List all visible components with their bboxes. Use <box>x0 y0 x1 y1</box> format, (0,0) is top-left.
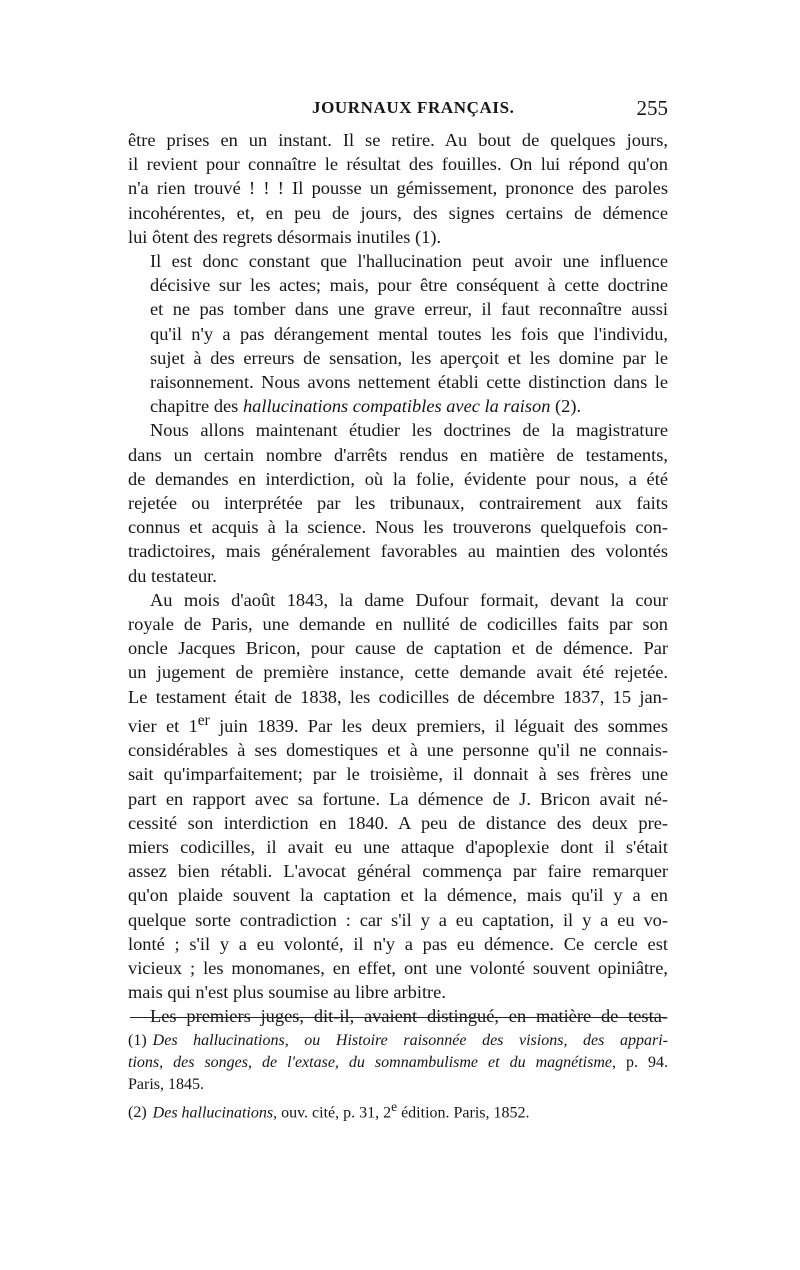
page-number: 255 <box>636 96 668 120</box>
footnote-line <box>128 1096 668 1124</box>
text-line: incohérentes, et, en peu de jours, des signes certains de démence <box>128 202 668 223</box>
text-line: part en rapport avec sa fortune. La démence de J. Bricon avait né- <box>128 788 668 809</box>
footnote-marker: (2) <box>128 1104 147 1122</box>
text-line: miers codicilles, il avait eu une attaque d'apoplexie dont il s'était <box>128 837 668 858</box>
page-header <box>128 96 668 126</box>
text-line: lui ôtent des regrets désormais inutiles (1). <box>128 226 442 247</box>
text-fragment: édition. Paris, 1852. <box>397 1104 530 1122</box>
text-line: tradictoires, mais généralement favorables au maintien des volontés <box>128 541 668 562</box>
text-line: il revient pour connaître le résultat des fouilles. On lui répond qu'on <box>128 154 668 175</box>
footnote-2 <box>128 1096 668 1124</box>
text-line: qu'il n'y a pas dérangement mental toutes les fois que l'individu, <box>150 323 668 344</box>
text-line <box>128 709 668 738</box>
text-fragment: vier et 1 <box>128 716 198 736</box>
text-line: dans un certain nombre d'arrêts rendus en matière de testaments, <box>128 444 668 465</box>
text-fragment: (2). <box>550 396 582 417</box>
text-line: connus et acquis à la science. Nous les trouverons quelquefois con- <box>128 517 668 538</box>
text-line: Il est donc constant que l'hallucination peut avoir une influence <box>150 251 668 272</box>
paragraph-4 <box>128 588 668 1005</box>
paragraph-2 <box>128 249 668 418</box>
text-line: Le testament était de 1838, les codicilles de décembre 1837, 15 jan- <box>128 686 668 707</box>
italic-title: Des hallucinations, ou Histoire raisonnée des visions, des appari- <box>152 1032 668 1049</box>
text-line: qu'on plaide souvent la captation et la démence, mais qu'il y a en <box>128 885 668 906</box>
superscript: er <box>197 711 210 729</box>
superscript: e <box>391 1099 398 1114</box>
text-line: Au mois d'août 1843, la dame Dufour formait, devant la cour <box>150 589 668 610</box>
italic-title: tions, des songes, de l'extase, du somnambulisme et du magnétisme, <box>128 1054 617 1071</box>
italic-title: hallucinations compatibles avec la raison <box>242 396 551 417</box>
text-line: sait qu'imparfaitement; par le troisième, il donnait à ses frères une <box>128 764 668 785</box>
text-line: oncle Jacques Bricon, pour cause de captation et de démence. Par <box>128 638 668 659</box>
text-line: sujet à des erreurs de sensation, les aperçoit et les domine par le <box>150 347 668 368</box>
text-line: considérables à ses domestiques et à une personne qu'il ne connais- <box>128 740 668 761</box>
text-line: vicieux ; les monomanes, en effet, ont une volonté souvent opiniâtre, <box>128 958 668 979</box>
paragraph-1 <box>128 128 668 249</box>
text-line: royale de Paris, une demande en nullité de codicilles faits par son <box>128 614 668 635</box>
text-line: Les premiers juges, dit-il, avaient distingué, en matière de testa- <box>150 1006 668 1027</box>
text-line: de demandes en interdiction, où la folie, évidente pour nous, a été <box>128 468 668 489</box>
footnote-1 <box>128 1030 668 1096</box>
footnote-line: Paris, 1845. <box>128 1076 204 1093</box>
text-line: du testateur. <box>128 565 217 586</box>
text-line <box>128 394 668 418</box>
text-line: lonté ; s'il y a eu volonté, il n'y a pas eu démence. Ce cercle est <box>128 933 668 954</box>
text-line: et ne pas tomber dans une grave erreur, il faut reconnaître aussi <box>150 299 668 320</box>
text-line: cessité son interdiction en 1840. A peu de distance des deux pre- <box>128 812 668 833</box>
text-line: Nous allons maintenant étudier les doctrines de la magistrature <box>150 420 668 441</box>
text-fragment: juin 1839. Par les deux premiers, il léguait des sommes <box>209 716 668 736</box>
text-line: assez bien rétabli. L'avocat général commença par faire remarquer <box>128 861 668 882</box>
footnote-line <box>128 1030 668 1052</box>
text-fragment: ouv. cité, p. 31, 2 <box>277 1104 392 1122</box>
text-fragment: p. 94. <box>616 1054 669 1071</box>
text-line: un jugement de première instance, cette demande avait été rejetée. <box>128 662 668 683</box>
text-line: rejetée ou interprétée par les tribunaux, contrairement aux faits <box>128 493 668 514</box>
paragraph-3 <box>128 418 668 587</box>
footnotes <box>128 1030 668 1124</box>
text-line: être prises en un instant. Il se retire. Au bout de quelques jours, <box>128 130 668 150</box>
footnote-marker: (1) <box>128 1032 147 1049</box>
text-line: quelque sorte contradiction : car s'il y a eu captation, il y a eu vo- <box>128 909 668 930</box>
running-title: JOURNAUX FRANÇAIS. <box>312 98 515 117</box>
text-line: décisive sur les actes; mais, pour être conséquent à cette doctrine <box>150 275 668 296</box>
italic-title: Des hallucinations, <box>152 1104 278 1122</box>
footnote-line <box>128 1052 668 1074</box>
text-line: n'a rien trouvé ! ! ! Il pousse un gémissement, prononce des paroles <box>128 178 668 199</box>
text-line: raisonnement. Nous avons nettement établi cette distinction dans le <box>150 372 668 393</box>
footnote-divider <box>130 1017 666 1018</box>
text-fragment: chapitre des <box>150 396 243 417</box>
body-text <box>128 128 668 1029</box>
text-line: mais qui n'est plus soumise au libre arbitre. <box>128 982 446 1003</box>
